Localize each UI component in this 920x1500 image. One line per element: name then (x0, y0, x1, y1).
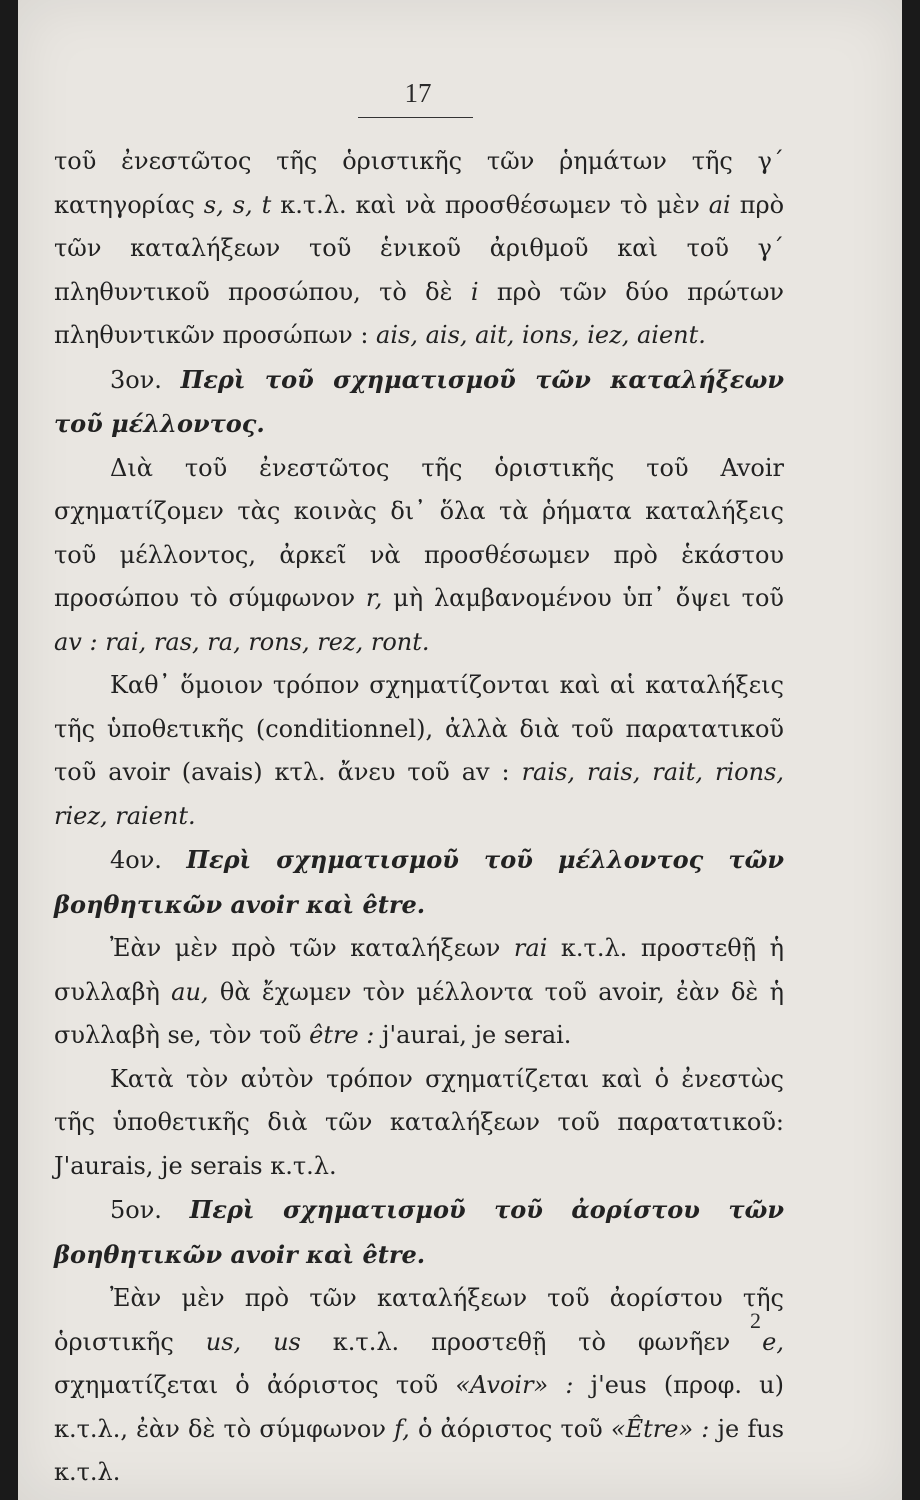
paragraph-continuation: τοῦ ἐνεστῶτος τῆς ὁριστικῆς τῶν ῥημάτων τῆς γ΄ κατηγορίας s, s, t κ.τ.λ. καὶ νὰ προσθέσωμεν τὸ μὲν ai πρὸ τῶν καταλήξεων τοῦ ἑνικοῦ ἀριθμοῦ καὶ τοῦ γ΄ πληθυντικοῦ προσώπου, τὸ δὲ i πρὸ τῶν δύο πρώτων πληθυντικῶν προσώπων : ais, ais, ait, ions, iez, aient. (54, 147, 785, 349)
header-rule (358, 117, 473, 118)
section-heading-4: 4ον. Περὶ σχηματισμοῦ τοῦ μέλλοντος τῶν βοηθητικῶν avoir καὶ être. (54, 845, 784, 919)
page-number: 17 (404, 78, 432, 108)
paragraph-conditional: Καθ᾽ ὅμοιον τρόπον σχηματίζονται καὶ αἱ καταλήξεις τῆς ὑποθετικῆς (conditionnel), ἀλλὰ διὰ τοῦ παρατατικοῦ τοῦ avoir (avais) κτλ. ἄνευ τοῦ av : rais, rais, rait, rions, riez, raient. (54, 671, 784, 830)
section-heading-5: 5ον. Περὶ σχηματισμοῦ τοῦ ἀορίστου τῶν βοηθητικῶν avoir καὶ être. (54, 1195, 784, 1269)
paragraph-aorist: Ἐὰν μὲν πρὸ τῶν καταλήξεων τοῦ ἀορίστου τῆς ὁριστικῆς us, us κ.τ.λ. προστεθῇ τὸ φωνῆεν e, σχηματίζεται ὁ ἀόριστος τοῦ «Avoir» : j'eus (προφ. u) κ.τ.λ., ἐὰν δὲ τὸ σύμφωνον f, ὁ ἀόριστος τοῦ «Être» : je fus κ.τ.λ. (54, 1284, 785, 1486)
paragraph-conditional-present: Κατὰ τὸν αὐτὸν τρόπον σχηματίζεται καὶ ὁ ἐνεστὼς τῆς ὑποθετικῆς διὰ τῶν καταλήξεων τοῦ παρατατικοῦ: J'aurais, je serais κ.τ.λ. (54, 1064, 784, 1180)
signature-mark: 2 (750, 1308, 761, 1333)
section-heading-3: 3ον. Περὶ τοῦ σχηματισμοῦ τῶν καταλήξεων τοῦ μέλλοντος. (54, 364, 784, 438)
paragraph-future-auxiliaries: Ἐὰν μὲν πρὸ τῶν καταλήξεων rai κ.τ.λ. προστεθῇ ἡ συλλαβὴ au, θὰ ἔχωμεν τὸν μέλλοντα τοῦ avoir, ἐὰν δὲ ἡ συλλαβὴ se, τὸν τοῦ être : j'aurai, je serai. (54, 934, 784, 1049)
book-page (18, 0, 902, 1500)
paragraph-future-endings: Διὰ τοῦ ἐνεστῶτος τῆς ὁριστικῆς τοῦ Avoir σχηματίζομεν τὰς κοινὰς δι᾽ ὅλα τὰ ῥήματα καταλήξεις τοῦ μέλλοντος, ἀρκεῖ νὰ προσθέσωμεν πρὸ ἑκάστου προσώπου τὸ σύμφωνον r, μὴ λαμβανομένου ὑπ᾽ ὄψει τοῦ av : rai, ras, ra, rons, rez, ront. (54, 453, 784, 656)
body-text (54, 140, 784, 1495)
